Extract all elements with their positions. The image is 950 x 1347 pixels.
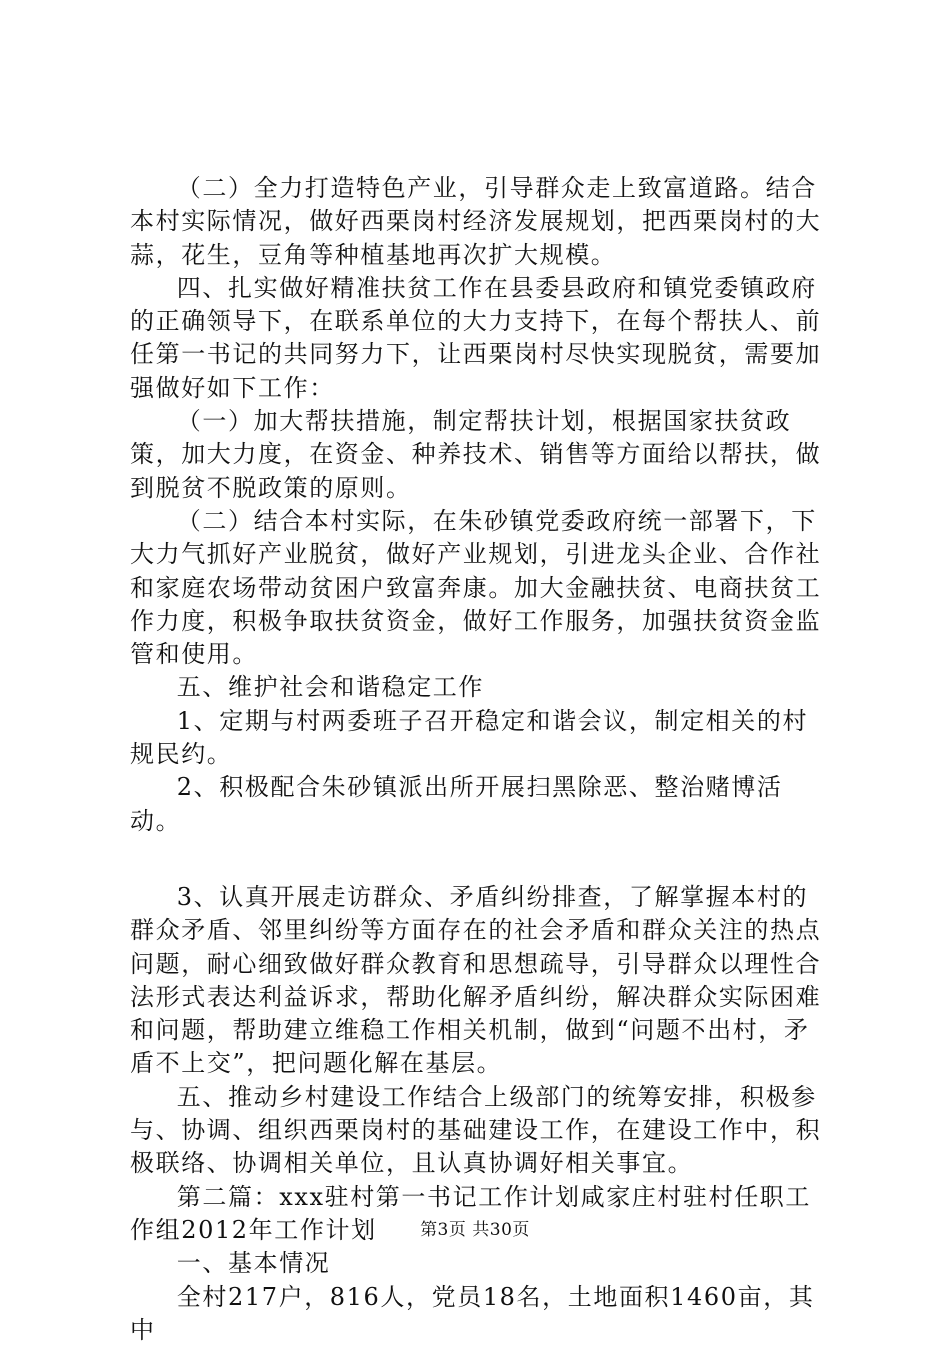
paragraph-basic-info-heading: 一、基本情况 [130,1247,833,1280]
paragraph-rural-construction: 五、推动乡村建设工作结合上级部门的统筹安排，积极参与、协调、组织西栗岗村的基础建设工作，在建设工作中，积极联络、协调相关单位，且认真协调好相关事宜。 [130,1081,833,1181]
paragraph-industry: （二）全力打造特色产业，引导群众走上致富道路。结合本村实际情况，做好西栗岗村经济发展规划，把西栗岗村的大蒜，花生，豆角等种植基地再次扩大规模。 [130,172,833,272]
paragraph-stability-meeting: 1、定期与村两委班子召开稳定和谐会议，制定相关的村规民约。 [130,705,833,772]
paragraph-support-measures: （一）加大帮扶措施，制定帮扶计划，根据国家扶贫政策，加大力度，在资金、种养技术、销售等方面给以帮扶，做到脱贫不脱政策的原则。 [130,405,833,505]
paragraph-dispute-resolution: 3、认真开展走访群众、矛盾纠纷排查，了解掌握本村的群众矛盾、邻里纠纷等方面存在的社会矛盾和群众关注的热点问题，耐心细致做好群众教育和思想疏导，引导群众以理性合法形式表达利益诉求，帮助化解矛盾纠纷，解决群众实际困难和问题，帮助建立维稳工作相关机制，做到“问题不出村，矛盾不上交”，把问题化解在基层。 [130,881,833,1081]
page-number-footer: 第3页 共30页 [0,1215,950,1240]
document-body [130,172,833,1347]
paragraph-industrial-poverty: （二）结合本村实际，在朱砂镇党委政府统一部署下，下大力气抓好产业脱贫，做好产业规划，引进龙头企业、合作社和家庭农场带动贫困户致富奔康。加大金融扶贫、电商扶贫工作力度，积极争取扶贫资金，做好工作服务，加强扶贫资金监管和使用。 [130,505,833,671]
paragraph-poverty-alleviation-heading: 四、扎实做好精准扶贫工作在县委县政府和镇党委镇政府的正确领导下，在联系单位的大力支持下，在每个帮扶人、前任第一书记的共同努力下，让西栗岗村尽快实现脱贫，需要加强做好如下工作： [130,272,833,405]
paragraph-anti-crime: 2、积极配合朱砂镇派出所开展扫黑除恶、整治赌博活动。 [130,771,833,838]
paragraph-social-stability-heading: 五、维护社会和谐稳定工作 [130,671,833,704]
paragraph-second-article-title: 第二篇：xxx驻村第一书记工作计划咸家庄村驻村任职工作组2012年工作计划 [130,1181,833,1248]
paragraph-village-stats: 全村217户，816人，党员18名，土地面积1460亩，其中 [130,1281,833,1347]
